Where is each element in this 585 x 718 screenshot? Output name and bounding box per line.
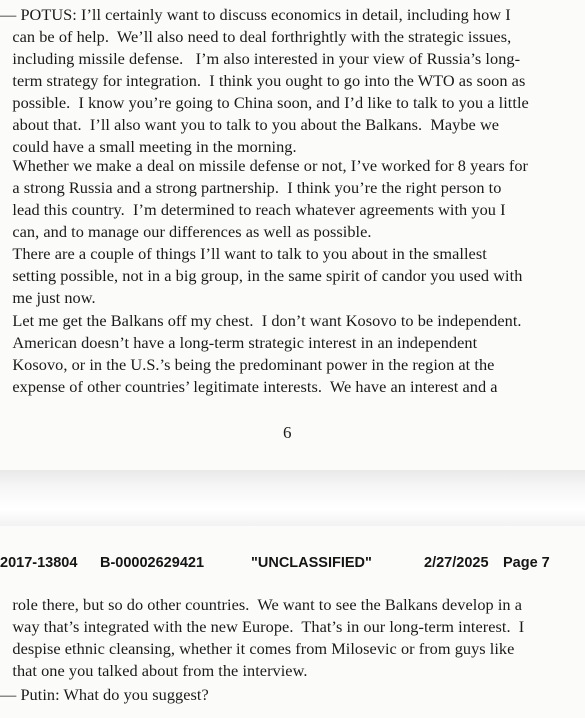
paragraph-role-there: role there, but so do other countries. We want to see the Balkans develop in a way that’s integrated with the new Europe. That’s in our long-term interest. I despise ethnic cleansing, whether it comes from Milosevic or from guys like that one you talked about from the interview. <box>12 595 525 680</box>
classification-label: "UNCLASSIFIED" <box>251 555 372 571</box>
document-id: B-00002629421 <box>100 555 205 571</box>
paragraph-smallest-setting: There are a couple of things I’ll want to talk to you about in the smallest setting possible, not in a big group, in the same spirit of candor you used with me just now. <box>12 244 523 307</box>
paragraph-putin-question: — Putin: What do you suggest? <box>0 685 209 704</box>
document-header <box>0 555 585 575</box>
case-number: 2017-13804 <box>0 555 78 571</box>
page-label: Page 7 <box>503 555 550 571</box>
release-date: 2/27/2025 <box>424 555 489 571</box>
paragraph-potus-economics: — POTUS: I’ll certainly want to discuss economics in detail, including how I can be of help. We’ll also need to deal forthrightly with the strategic issues, including missile defense. I’m also interested in your view of Russia’s long- term strategy for integration. I think you ought to go into the WTO as soon as possible. I know you’re going to China soon, and I’d like to talk to you a little about that. I’ll also want you to talk to you about the Balkans. Maybe we could have a small meeting in the morning. <box>0 5 529 156</box>
page-number: 6 <box>283 423 292 442</box>
page-separator <box>0 470 585 526</box>
paragraph-balkans: Let me get the Balkans off my chest. I don’t want Kosovo to be independent. American doesn’t have a long-term strategic interest in an independent Kosovo, or in the U.S.’s being the predominant power in the region at the expense of other countries’ legitimate interests. We have an interest and a <box>12 311 522 396</box>
paragraph-missile-defense: Whether we make a deal on missile defense or not, I’ve worked for 8 years for a strong Russia and a strong partnership. I think you’re the right person to lead this country. I’m determined to reach whatever agreements with you I can, and to manage our differences as well as possible. <box>12 156 528 241</box>
